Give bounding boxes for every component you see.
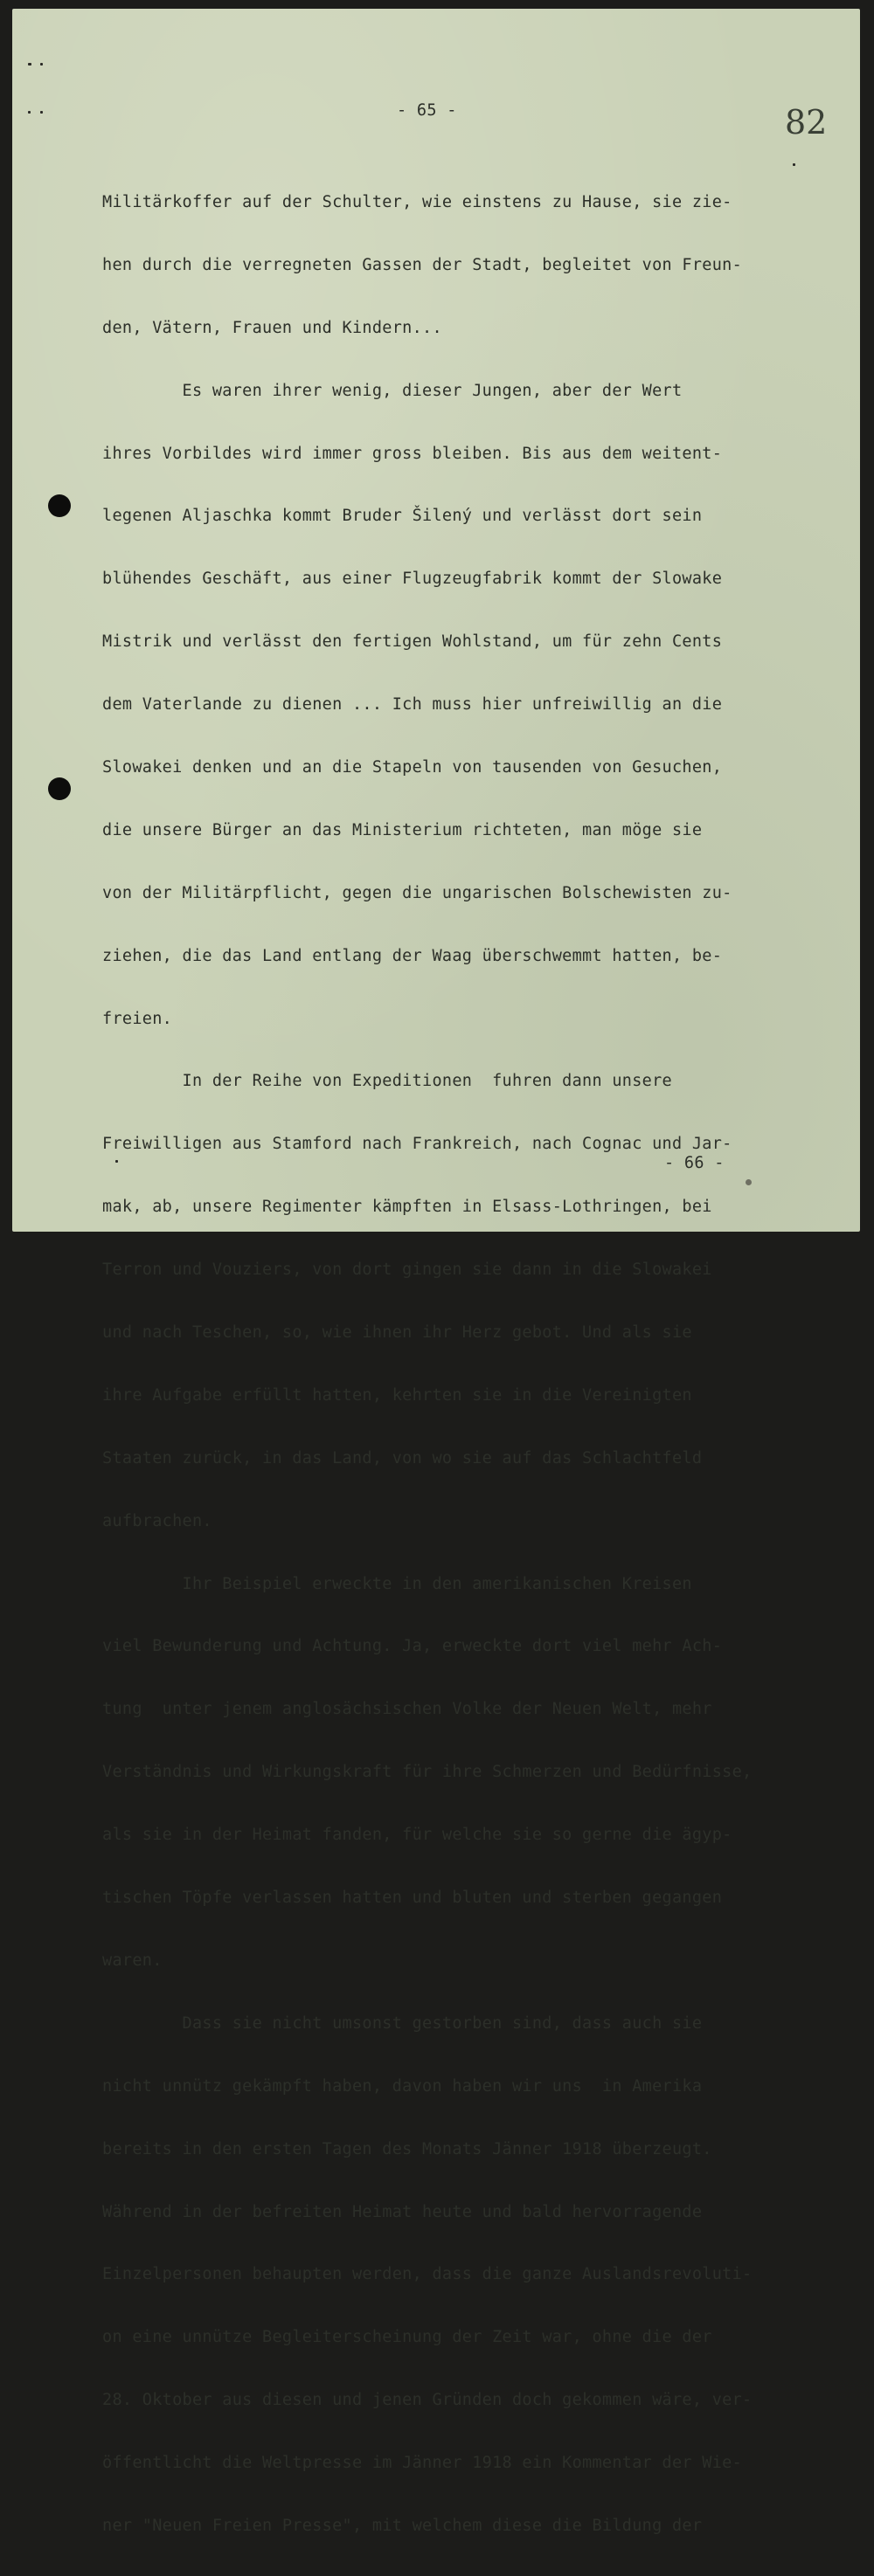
text-line: legenen Aljaschka kommt Bruder Šilený und verlässt dort sein xyxy=(102,507,703,526)
text-line: Freiwilligen aus Stamford nach Frankreich, nach Cognac und Jar- xyxy=(102,1135,732,1154)
folio-number: 82 xyxy=(785,103,828,142)
ink-speck xyxy=(115,1160,118,1163)
punch-hole xyxy=(48,777,71,800)
text-line: freien. xyxy=(102,1009,173,1028)
ink-speck xyxy=(28,111,31,114)
ink-speck xyxy=(746,1179,752,1185)
text-line: ziehen, die das Land entlang der Waag überschwemmt hatten, be- xyxy=(102,946,723,965)
text-line: 28. Oktober aus diesen und jenen Gründen doch gekommen wäre, ver- xyxy=(102,2391,753,2410)
text-line: Terron und Vouziers, von dort gingen sie dann in die Slowakei xyxy=(102,1260,712,1280)
ink-speck xyxy=(793,163,795,166)
text-line: tung unter jenem anglosächsischen Volke der Neuen Welt, mehr xyxy=(102,1700,712,1719)
ink-speck xyxy=(40,63,43,66)
text-line: bereits in den ersten Tagen des Monats Jänner 1918 überzeugt. xyxy=(102,2139,712,2158)
text-line: Während in der befreiten Heimat heute und bald hervorragende xyxy=(102,2202,703,2221)
text-line: blühendes Geschäft, aus einer Flugzeugfabrik kommt der Slowake xyxy=(102,570,723,589)
text-line: Mistrik und verlässt den fertigen Wohlstand, um für zehn Cents xyxy=(102,632,723,652)
text-line: Verständnis und Wirkungskraft für ihre Schmerzen und Bedürfnisse, xyxy=(102,1763,753,1782)
text-line: tischen Töpfe verlassen hatten und bluten und sterben gegangen xyxy=(102,1889,723,1908)
page-number-top: - 65 - xyxy=(397,101,457,120)
text-line: Es waren ihrer wenig, dieser Jungen, aber der Wert xyxy=(102,381,683,400)
ink-speck xyxy=(40,111,43,114)
text-line: ihres Vorbildes wird immer gross bleiben. Bis aus dem weitent- xyxy=(102,444,723,463)
text-line: als sie in der Heimat fanden, für welche sie so gerne die ägyp- xyxy=(102,1826,732,1845)
text-line: In der Reihe von Expeditionen fuhren dann unsere xyxy=(102,1072,672,1091)
text-line: von der Militärpflicht, gegen die ungarischen Bolschewisten zu- xyxy=(102,883,732,902)
punch-hole xyxy=(48,494,71,517)
text-line: ner "Neuen Freien Presse", mit welchem diese die Bildung der xyxy=(102,2516,703,2535)
text-line: Militärkoffer auf der Schulter, wie einstens zu Hause, sie zie- xyxy=(102,193,732,211)
ink-speck xyxy=(28,63,31,66)
text-line: dem Vaterlande zu dienen ... Ich muss hier unfreiwillig an die xyxy=(102,695,723,715)
text-line: und nach Teschen, so, wie ihnen ihr Herz gebot. Und als sie xyxy=(102,1323,692,1343)
text-line: waren. xyxy=(102,1951,163,1970)
page-number-bottom: - 66 - xyxy=(664,1154,725,1172)
text-line: aufbrachen. xyxy=(102,1511,212,1530)
text-line: ihre Aufgabe erfüllt hatten, kehrten sie in die Vereinigten xyxy=(102,1385,692,1405)
text-line: viel Bewunderung und Achtung. Ja, erweckte dort viel mehr Ach- xyxy=(102,1637,723,1656)
text-line: hen durch die verregneten Gassen der Stadt, begleitet von Freun- xyxy=(102,255,743,274)
text-line: Ihr Beispiel erweckte in den amerikanischen Kreisen xyxy=(102,1574,692,1593)
text-line: Staaten zurück, in das Land, von wo sie auf das Schlachtfeld xyxy=(102,1448,703,1468)
text-line: die unsere Bürger an das Ministerium richteten, man möge sie xyxy=(102,820,703,839)
text-line: Einzelpersonen behaupten werden, dass die ganze Auslandsrevoluti- xyxy=(102,2265,753,2284)
body-text xyxy=(102,153,752,2576)
typewritten-page xyxy=(12,9,860,2535)
text-line: Slowakei denken und an die Stapeln von tausenden von Gesuchen, xyxy=(102,758,723,777)
text-line: den, Vätern, Frauen und Kindern... xyxy=(102,318,442,337)
text-line: Dass sie nicht umsonst gestorben sind, dass auch sie xyxy=(102,2013,703,2033)
text-line: mak, ab, unsere Regimenter kämpften in Elsass-Lothringen, bei xyxy=(102,1198,712,1217)
text-line: nicht unnütz gekämpft haben, davon haben wir uns in Amerika xyxy=(102,2076,703,2096)
text-line: öffentlicht die Weltpresse im Jänner 1918 ein Kommentar der Wie- xyxy=(102,2454,743,2473)
text-line: on eine unnütze Begleiterscheinung der Zeit war, ohne die der xyxy=(102,2328,712,2347)
